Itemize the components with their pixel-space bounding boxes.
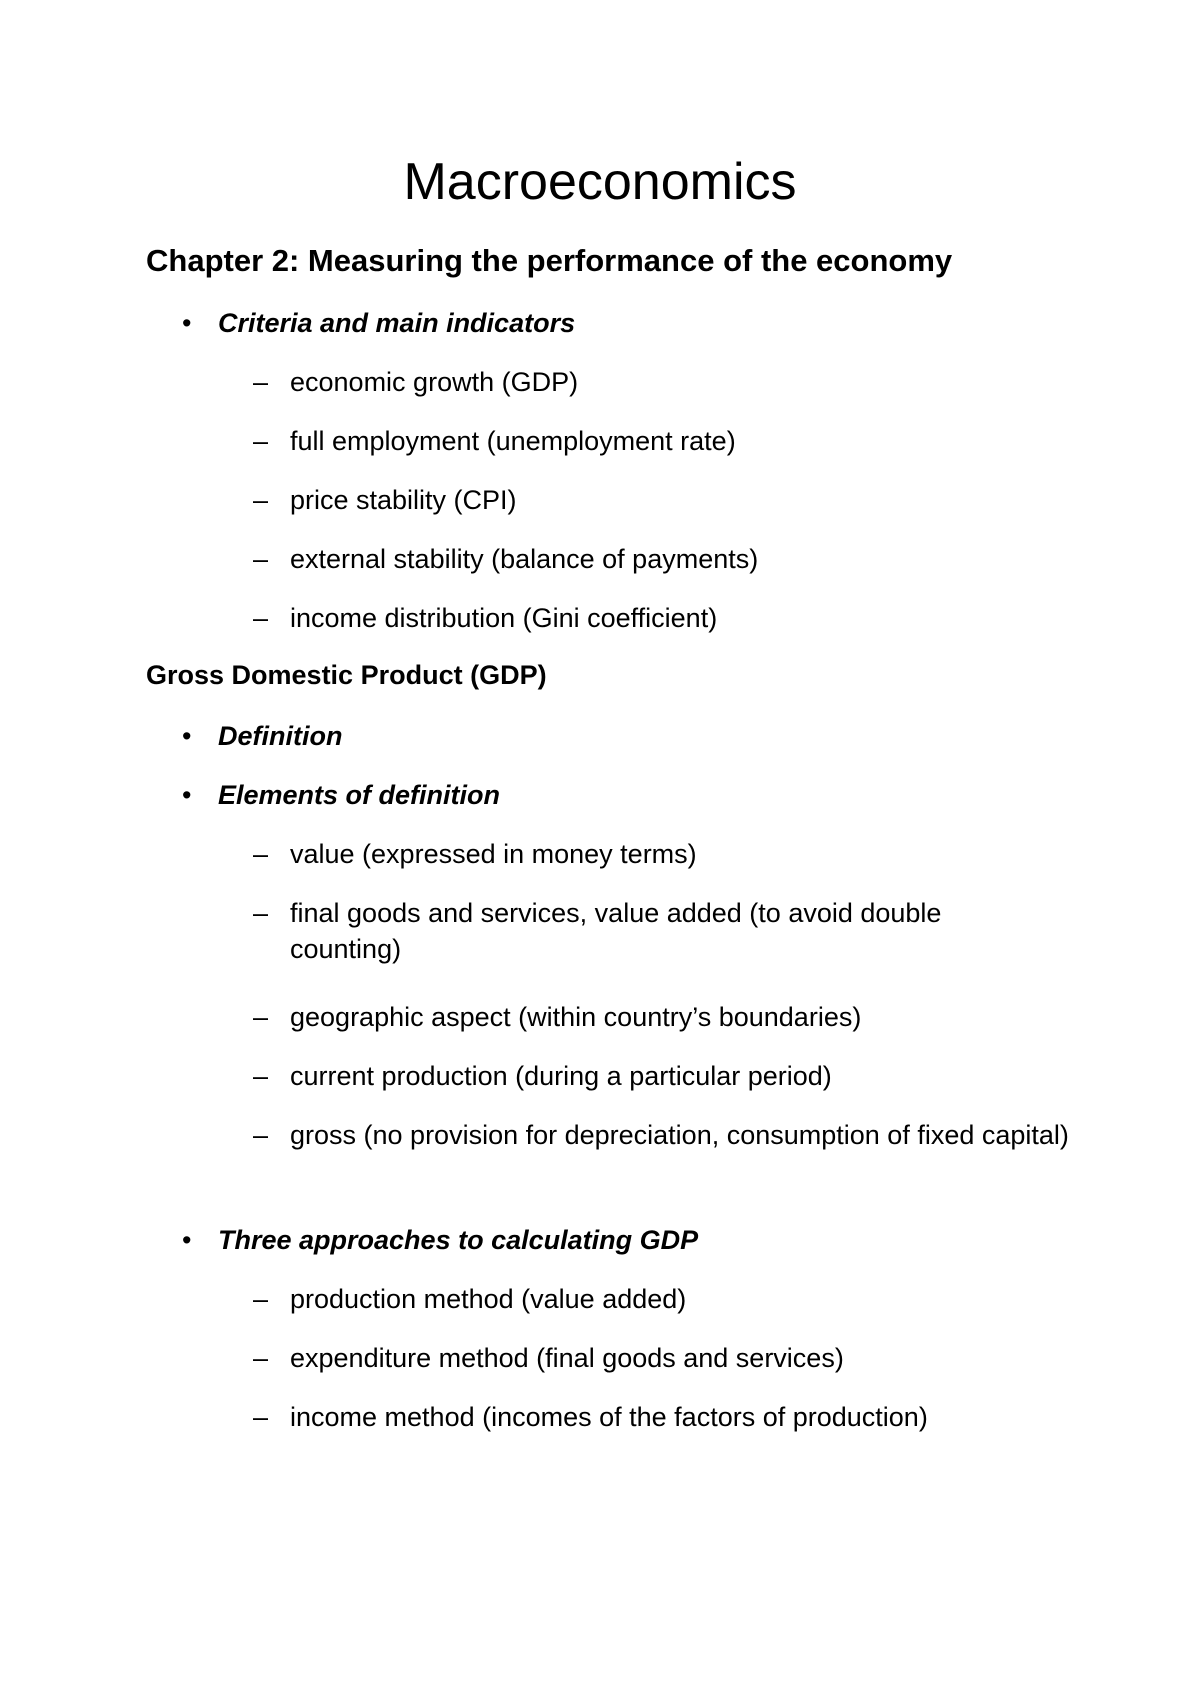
- list-item-text: income distribution (Gini coefficient): [290, 603, 718, 633]
- bullet-marker: •: [182, 721, 192, 751]
- list-item: [253, 482, 517, 518]
- list-item-text: full employment (unemployment rate): [290, 426, 736, 456]
- dash-marker: –: [253, 603, 269, 633]
- dash-marker: –: [253, 1284, 269, 1314]
- list-item: [253, 1399, 928, 1435]
- dash-marker: –: [253, 1120, 269, 1150]
- bullet-criteria-label: Criteria and main indicators: [218, 308, 576, 338]
- list-item-text: gross (no provision for depreciation, consumption of fixed capital): [290, 1120, 1069, 1150]
- list-item-text: current production (during a particular period): [290, 1061, 832, 1091]
- list-item: [253, 600, 717, 636]
- list-item-text: external stability (balance of payments): [290, 544, 759, 574]
- bullet-marker: •: [182, 308, 192, 338]
- list-item: [253, 999, 861, 1035]
- list-item: [253, 1117, 1090, 1153]
- list-item: [253, 895, 1050, 967]
- list-item: [253, 1340, 844, 1376]
- list-item: [253, 364, 578, 400]
- list-item-text: final goods and services, value added (to avoid double counting): [290, 898, 942, 964]
- dash-marker: –: [253, 1061, 269, 1091]
- dash-marker: –: [253, 544, 269, 574]
- dash-marker: –: [253, 485, 269, 515]
- bullet-elements-label: Elements of definition: [218, 780, 501, 810]
- list-item-text: value (expressed in money terms): [290, 839, 697, 869]
- dash-marker: –: [253, 839, 269, 869]
- list-item-text: geographic aspect (within country’s boundaries): [290, 1002, 862, 1032]
- list-item: [253, 836, 697, 872]
- bullet-marker: •: [182, 780, 192, 810]
- list-item: [253, 1281, 686, 1317]
- dash-marker: –: [253, 1002, 269, 1032]
- dash-marker: –: [253, 426, 269, 456]
- page-title: Macroeconomics: [403, 153, 797, 211]
- bullet-definition-label: Definition: [218, 721, 343, 751]
- dash-marker: –: [253, 367, 269, 397]
- bullet-approaches-label: Three approaches to calculating GDP: [218, 1225, 699, 1255]
- bullet-definition: [182, 718, 342, 754]
- list-item-text: income method (incomes of the factors of production): [290, 1402, 928, 1432]
- list-item: [253, 1058, 832, 1094]
- bullet-criteria: [182, 305, 575, 341]
- list-item: [253, 423, 736, 459]
- gdp-heading: Gross Domestic Product (GDP): [146, 660, 547, 690]
- chapter-heading: Chapter 2: Measuring the performance of the economy: [146, 243, 953, 278]
- list-item-text: economic growth (GDP): [290, 367, 579, 397]
- bullet-marker: •: [182, 1225, 192, 1255]
- dash-marker: –: [253, 898, 269, 928]
- dash-marker: –: [253, 1402, 269, 1432]
- dash-marker: –: [253, 1343, 269, 1373]
- bullet-approaches: [182, 1222, 698, 1258]
- list-item-text: production method (value added): [290, 1284, 687, 1314]
- bullet-elements: [182, 777, 500, 813]
- list-item: [253, 541, 758, 577]
- list-item-text: expenditure method (final goods and services): [290, 1343, 844, 1373]
- list-item-text: price stability (CPI): [290, 485, 517, 515]
